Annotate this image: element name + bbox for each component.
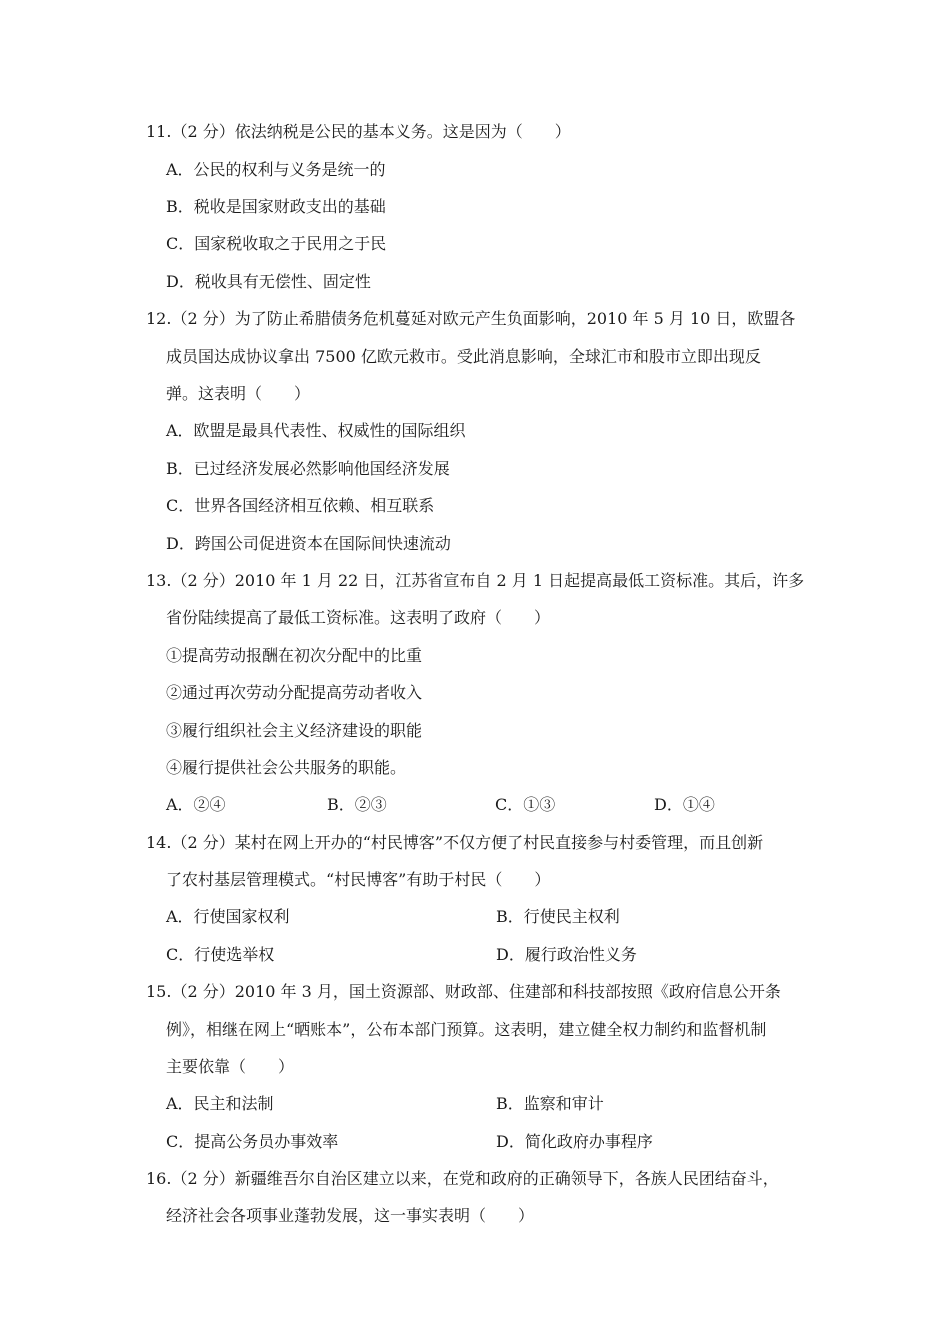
question-12-option-a: A．欧盟是最具代表性、权威性的国际组织 xyxy=(166,421,466,440)
question-13-option-a: A．②④ xyxy=(166,795,226,814)
question-14-stem-line-1: 14.（2 分）某村在网上开办的“村民博客”不仅方便了村民直接参与村委管理，而且创新 xyxy=(146,833,764,852)
question-12-option-c: C．世界各国经济相互依赖、相互联系 xyxy=(166,496,435,515)
question-13-statement-3: ③履行组织社会主义经济建设的职能 xyxy=(166,721,423,740)
question-13-option-c: C．①③ xyxy=(495,795,556,814)
question-12-stem-line-1: 12.（2 分）为了防止希腊债务危机蔓延对欧元产生负面影响，2010 年 5 月 10 日，欧盟各 xyxy=(146,309,796,328)
question-11-option-c: C．国家税收取之于民用之于民 xyxy=(166,234,387,253)
question-11-option-a: A．公民的权利与义务是统一的 xyxy=(166,160,386,179)
question-16-stem-line-1: 16.（2 分）新疆维吾尔自治区建立以来，在党和政府的正确领导下，各族人民团结奋斗， xyxy=(146,1169,779,1188)
question-13-statement-4: ④履行提供社会公共服务的职能。 xyxy=(166,758,407,777)
question-16-stem-line-2: 经济社会各项事业蓬勃发展，这一事实表明（ ） xyxy=(166,1206,535,1225)
question-14-option-d: D．履行政治性义务 xyxy=(496,945,637,964)
question-15-option-a: A．民主和法制 xyxy=(166,1094,274,1113)
question-15-option-c: C．提高公务员办事效率 xyxy=(166,1132,339,1151)
question-13-stem-line-2: 省份陆续提高了最低工资标准。这表明了政府（ ） xyxy=(166,608,551,627)
question-15-stem-line-3: 主要依靠（ ） xyxy=(166,1057,295,1076)
question-12-stem-line-3: 弹。这表明（ ） xyxy=(166,384,311,403)
question-13-statement-1: ①提高劳动报酬在初次分配中的比重 xyxy=(166,646,423,665)
question-14-option-b: B．行使民主权利 xyxy=(496,907,620,926)
question-11-option-d: D．税收具有无偿性、固定性 xyxy=(166,272,371,291)
question-12-option-d: D．跨国公司促进资本在国际间快速流动 xyxy=(166,534,451,553)
question-15-stem-line-1: 15.（2 分）2010 年 3 月，国土资源部、财政部、住建部和科技部按照《政府信息公开条 xyxy=(146,982,781,1001)
question-13-option-d: D．①④ xyxy=(654,795,715,814)
question-13-option-b: B．②③ xyxy=(327,795,387,814)
question-14-stem-line-2: 了农村基层管理模式。“村民博客”有助于村民（ ） xyxy=(166,870,551,889)
question-15-option-d: D．简化政府办事程序 xyxy=(496,1132,653,1151)
question-11-option-b: B．税收是国家财政支出的基础 xyxy=(166,197,386,216)
question-13-stem-line-1: 13.（2 分）2010 年 1 月 22 日，江苏省宣布自 2 月 1 日起提高最低工资标准。其后，许多 xyxy=(146,571,805,590)
question-14-option-c: C．行使选举权 xyxy=(166,945,275,964)
question-15-option-b: B．监察和审计 xyxy=(496,1094,604,1113)
question-14-option-a: A．行使国家权利 xyxy=(166,907,290,926)
question-12-stem-line-2: 成员国达成协议拿出 7500 亿欧元救市。受此消息影响，全球汇市和股市立即出现反 xyxy=(166,347,761,366)
question-12-option-b: B．已过经济发展必然影响他国经济发展 xyxy=(166,459,450,478)
question-15-stem-line-2: 例》，相继在网上“晒账本”，公布本部门预算。这表明，建立健全权力制约和监督机制 xyxy=(166,1020,767,1039)
question-11-stem: 11.（2 分）依法纳税是公民的基本义务。这是因为（ ） xyxy=(146,122,571,141)
question-13-statement-2: ②通过再次劳动分配提高劳动者收入 xyxy=(166,683,423,702)
